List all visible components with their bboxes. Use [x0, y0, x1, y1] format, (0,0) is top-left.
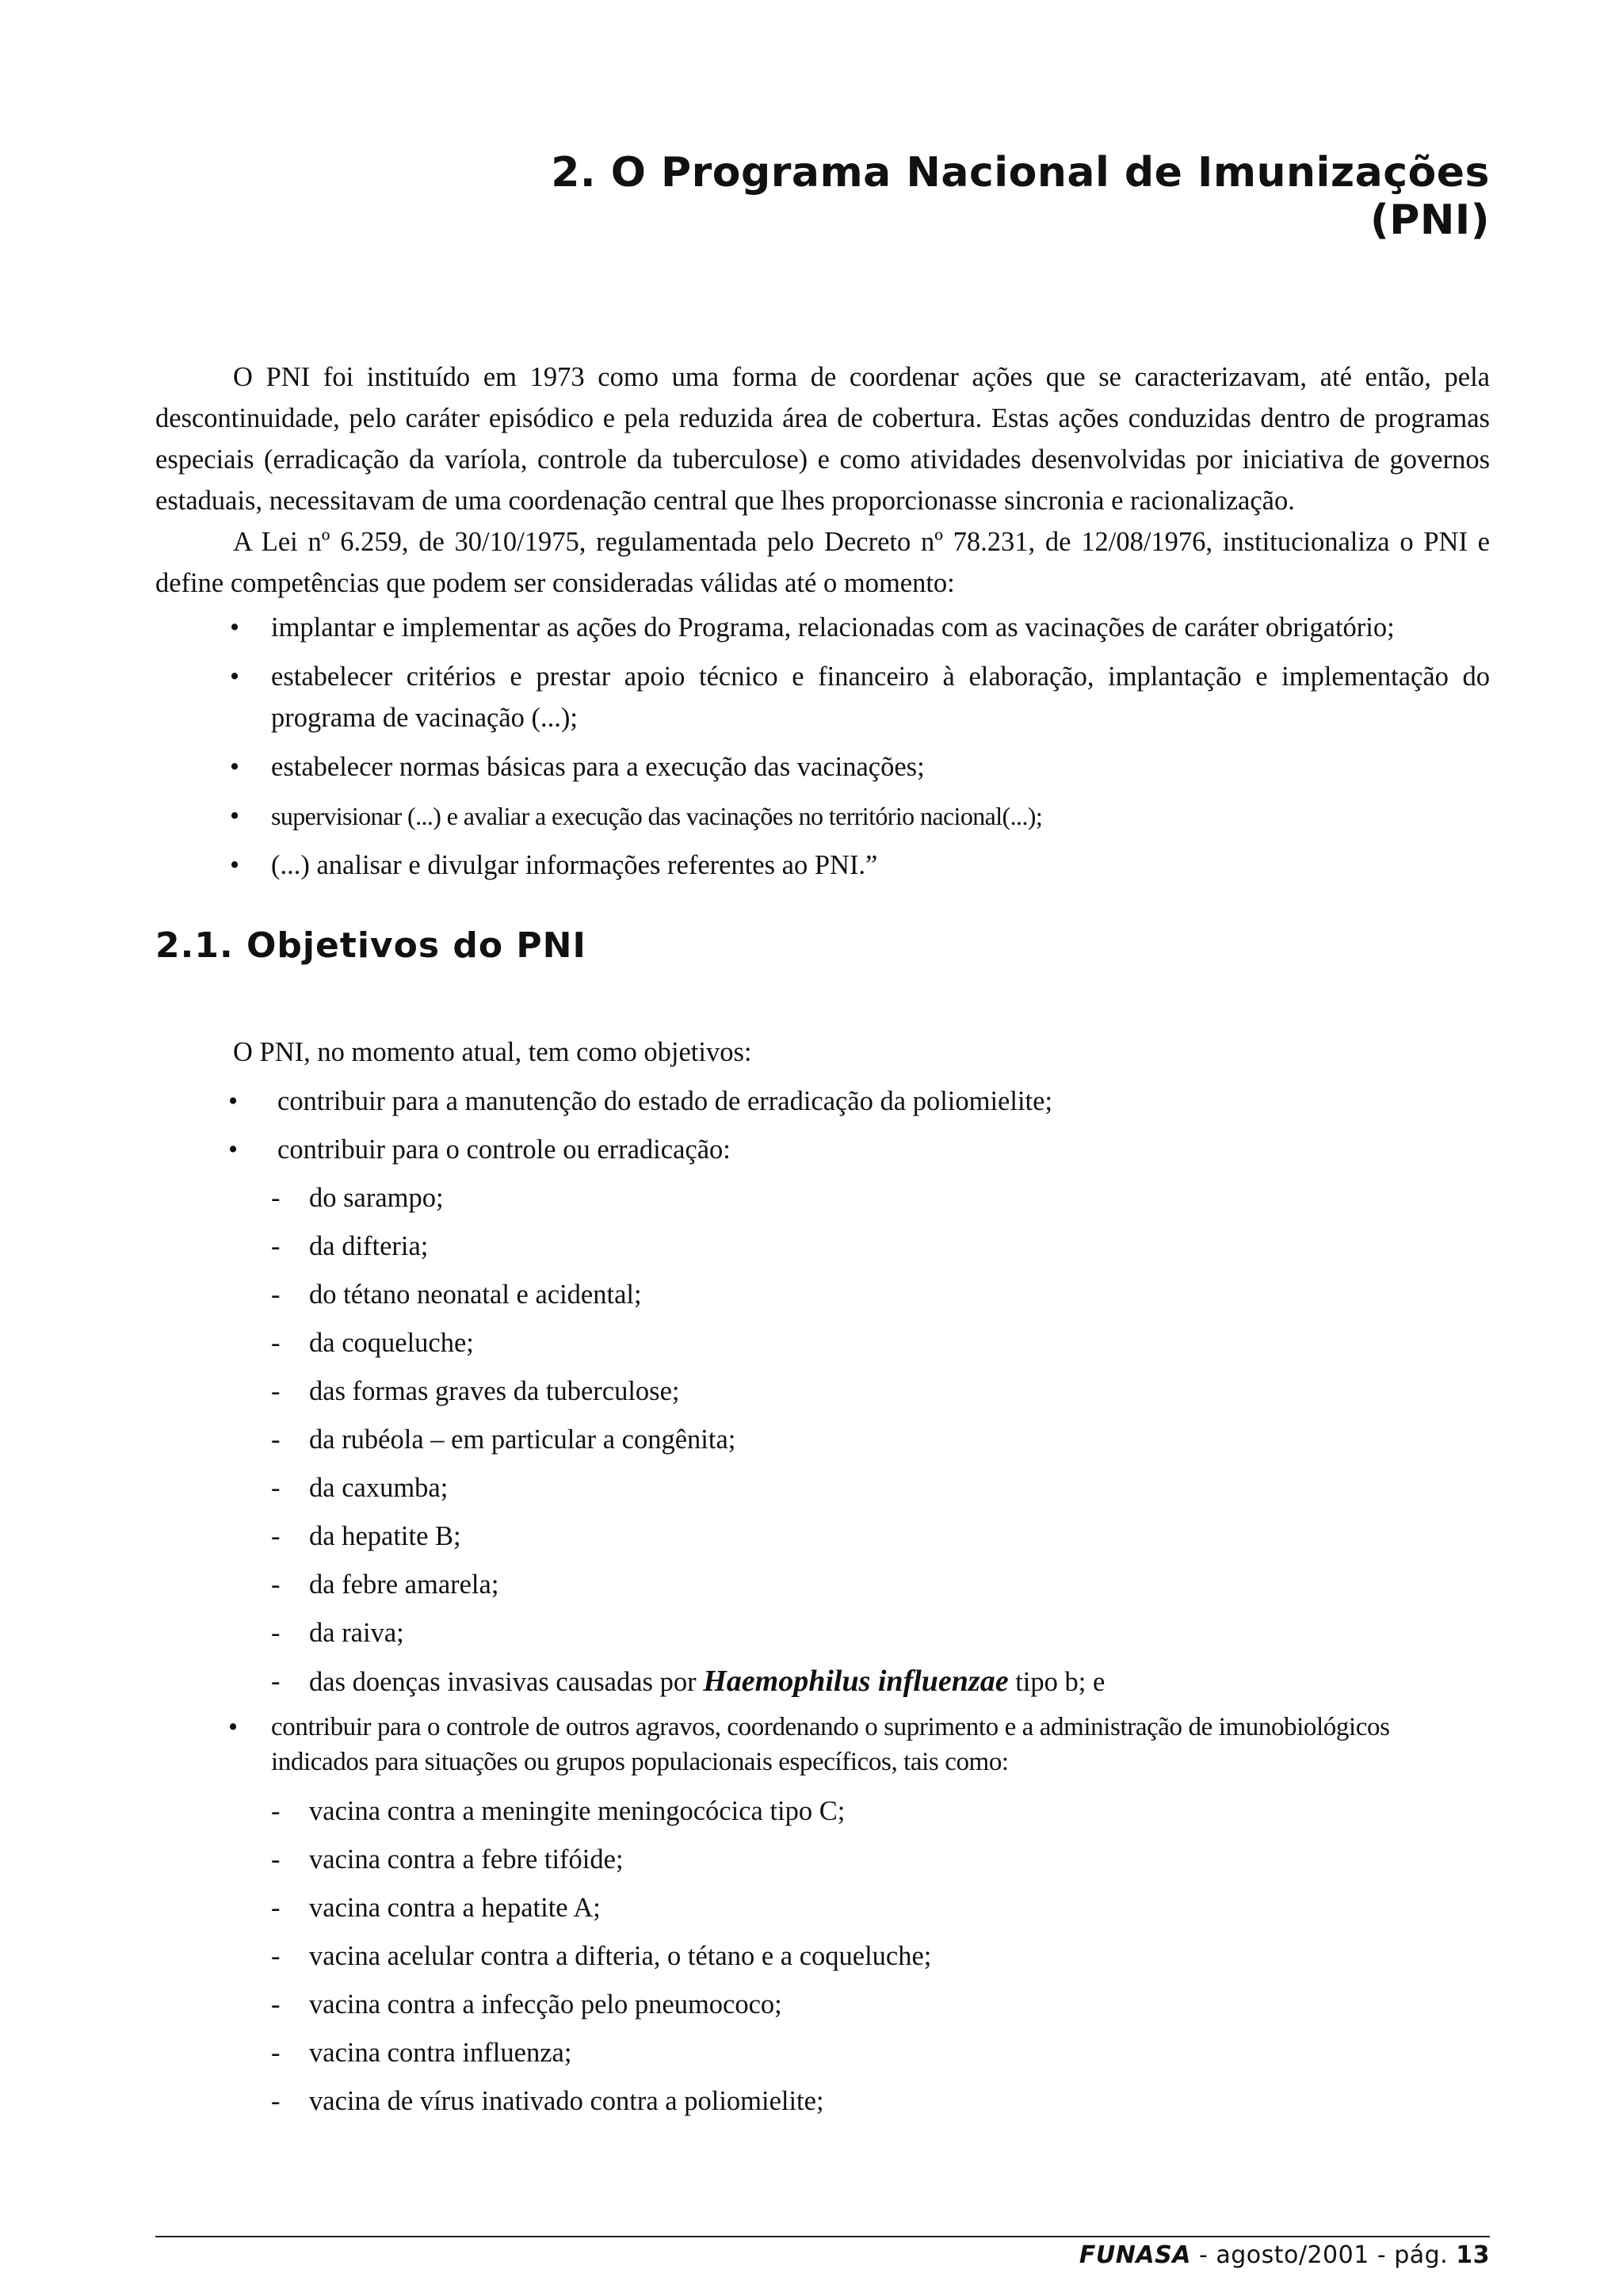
page-title: 2. O Programa Nacional de Imunizações (PNI): [551, 149, 1490, 244]
bullet-icon: •: [230, 752, 240, 782]
dash-marker: -: [271, 1893, 281, 1923]
footer-date: - agosto/2001 - pág.: [1190, 2241, 1457, 2269]
list-item: • estabelecer critérios e prestar apoio técnico e financeiro à elaboração, implantação e implementação do programa de vacinação (...);: [155, 656, 1490, 738]
species-name: Haemophilus influenzae: [703, 1665, 1009, 1698]
list-item: - da febre amarela;: [222, 1564, 1490, 1605]
list-item: - das doenças invasivas causadas por Haemophilus influenzae tipo b; e: [222, 1661, 1490, 1703]
dash-marker: -: [271, 1231, 281, 1261]
bullet-icon: •: [228, 1712, 238, 1742]
dash-marker: -: [271, 1666, 281, 1696]
dash-marker: -: [271, 1844, 281, 1875]
dash-marker: -: [271, 1328, 281, 1358]
list-item: • contribuir para a manutenção do estado de erradicação da poliomielite;: [222, 1081, 1490, 1122]
competencias-list: [155, 607, 1490, 886]
list-item: • supervisionar (...) e avaliar a execução das vacinações no território nacional(...);: [155, 795, 1490, 837]
list-item: - do tétano neonatal e acidental;: [222, 1274, 1490, 1315]
list-item: - vacina contra a febre tifóide;: [222, 1839, 1490, 1880]
page-footer: [1079, 2241, 1490, 2269]
list-item: - da coqueluche;: [222, 1322, 1490, 1363]
list-item: - vacina acelular contra a difteria, o tétano e a coqueluche;: [222, 1936, 1490, 1977]
bullet-icon: •: [230, 801, 239, 831]
bullet-icon: •: [230, 850, 240, 880]
list-item: - vacina contra a hepatite A;: [222, 1887, 1490, 1928]
intro-paragraph-2: A Lei nº 6.259, de 30/10/1975, regulamentada pelo Decreto nº 78.231, de 12/08/1976, institucionaliza o PNI e define competências que podem ser consideradas válidas até o momento:: [155, 527, 1490, 598]
list-item: - da difteria;: [222, 1226, 1490, 1267]
dash-marker: -: [271, 1618, 281, 1648]
section-heading: 2.1. Objetivos do PNI: [155, 925, 586, 966]
list-item: • estabelecer normas básicas para a execução das vacinações;: [155, 746, 1490, 788]
list-item: - do sarampo;: [222, 1177, 1490, 1219]
intro-paragraph-1: O PNI foi instituído em 1973 como uma forma de coordenar ações que se caracterizavam, até então, pela descontinuidade, pelo caráter episódico e pela reduzida área de cobertura. Estas ações conduzidas dentro de programas especiais (erradicação da varíola, controle da tuberculose) e como atividades desenvolvidas por iniciativa de governos estaduais, necessitavam de uma coordenação central que lhes proporcionasse sincronia e racionalização.: [155, 362, 1490, 516]
list-item: • implantar e implementar as ações do Programa, relacionadas com as vacinações de caráter obrigatório;: [155, 607, 1490, 648]
footer-divider: [155, 2236, 1490, 2237]
dash-marker: -: [271, 1569, 281, 1600]
list-item: - da raiva;: [222, 1612, 1490, 1653]
list-item: - da caxumba;: [222, 1467, 1490, 1508]
list-item: • (...) analisar e divulgar informações referentes ao PNI.”: [155, 845, 1490, 886]
objetivos-list: [222, 1081, 1490, 2122]
dash-marker: -: [271, 1796, 281, 1826]
dash-marker: -: [271, 1941, 281, 1971]
dash-marker: -: [271, 2038, 281, 2068]
dash-marker: -: [271, 1521, 281, 1551]
dash-marker: -: [271, 1989, 281, 2019]
dash-marker: -: [271, 1425, 281, 1455]
list-item: - das formas graves da tuberculose;: [222, 1371, 1490, 1412]
dash-marker: -: [271, 2086, 281, 2116]
list-item: - vacina contra a infecção pelo pneumococo;: [222, 1984, 1490, 2025]
dash-marker: -: [271, 1280, 281, 1310]
list-item: - da hepatite B;: [222, 1516, 1490, 1557]
bullet-icon: •: [230, 662, 240, 692]
list-item: - vacina de vírus inativado contra a poliomielite;: [222, 2081, 1490, 2122]
dash-marker: -: [271, 1376, 281, 1406]
section-intro: O PNI, no momento atual, tem como objetivos:: [233, 1037, 752, 1067]
bullet-icon: •: [228, 1086, 239, 1116]
list-item: • contribuir para o controle ou erradicação:: [222, 1129, 1490, 1170]
dash-marker: -: [271, 1473, 281, 1503]
dash-marker: -: [271, 1183, 281, 1213]
footer-org: FUNASA: [1079, 2241, 1191, 2269]
list-item: - da rubéola – em particular a congênita;: [222, 1419, 1490, 1460]
bullet-icon: •: [230, 612, 240, 643]
bullet-icon: •: [228, 1135, 239, 1165]
list-item: - vacina contra a meningite meningocócica tipo C;: [222, 1791, 1490, 1832]
list-item: - vacina contra influenza;: [222, 2032, 1490, 2073]
list-item: • contribuir para o controle de outros agravos, coordenando o suprimento e a administração de imunobiológicos indicados para situações ou grupos populacionais específicos, tais como:: [222, 1710, 1490, 1779]
page-number: 13: [1456, 2241, 1490, 2269]
